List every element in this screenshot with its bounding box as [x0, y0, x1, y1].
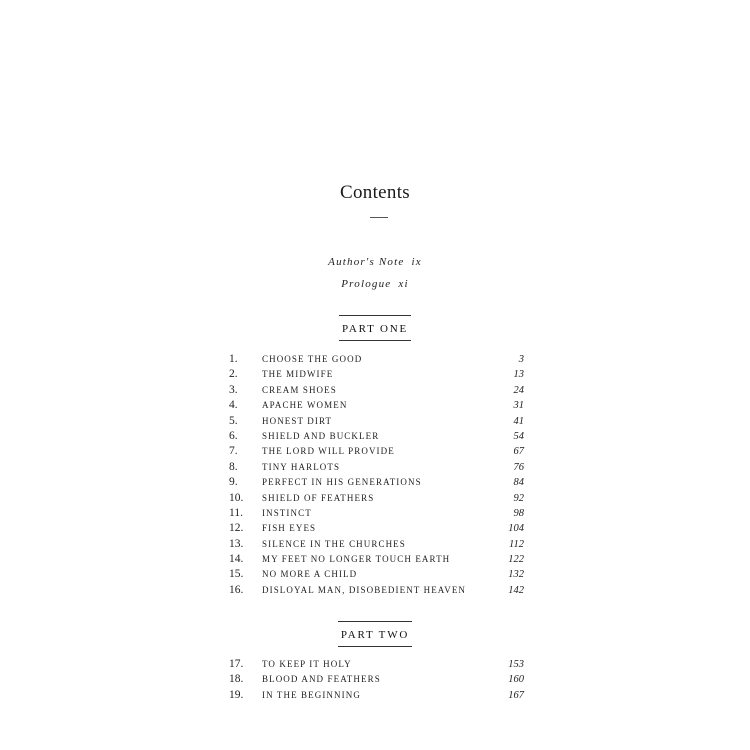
chapter-number: 6. [229, 429, 238, 442]
chapter-page: 112 [509, 538, 524, 550]
chapter-page: 3 [518, 354, 524, 365]
part-two-heading [0, 621, 750, 647]
chapter-number: 15. [229, 568, 244, 581]
front-matter-label: Author's Note [328, 256, 405, 268]
front-matter-page: ix [411, 256, 422, 268]
chapter-number: 19. [229, 688, 244, 701]
chapter-row[interactable] [229, 491, 524, 506]
chapter-page: 54 [513, 430, 524, 442]
chapter-number: 8. [229, 460, 238, 473]
chapter-number: 14. [229, 553, 244, 566]
chapter-title: THE MIDWIFE [262, 369, 334, 380]
chapter-row[interactable] [229, 475, 524, 490]
chapter-title: INSTINCT [262, 507, 312, 518]
chapter-number: 16. [229, 583, 244, 596]
chapter-row[interactable] [229, 552, 524, 567]
chapter-number: 13. [229, 537, 244, 550]
chapter-number: 1. [229, 353, 238, 365]
chapter-number: 11. [229, 506, 243, 519]
chapter-title: CHOOSE THE GOOD [262, 354, 363, 364]
part-one-heading [0, 315, 750, 341]
chapter-title: TINY HARLOTS [262, 461, 341, 472]
front-matter-label: Prologue [341, 278, 392, 290]
chapter-row[interactable] [229, 537, 524, 552]
chapter-row[interactable] [229, 688, 524, 703]
chapter-page: 122 [508, 554, 524, 566]
chapter-page: 31 [513, 400, 524, 412]
chapter-page: 167 [508, 689, 524, 701]
chapter-row[interactable] [229, 367, 524, 382]
part-one-chapter-list [229, 352, 524, 598]
chapter-number: 7. [229, 445, 238, 458]
chapter-page: 92 [513, 492, 524, 504]
chapter-page: 13 [513, 369, 524, 381]
chapter-number: 4. [229, 399, 238, 412]
chapter-page: 153 [508, 659, 524, 670]
chapter-row[interactable] [229, 567, 524, 582]
chapter-page: 24 [513, 384, 524, 396]
chapter-row[interactable] [229, 583, 524, 598]
chapter-title: APACHE WOMEN [262, 400, 348, 411]
chapter-title: CREAM SHOES [262, 384, 337, 395]
chapter-title: SHIELD OF FEATHERS [262, 492, 375, 503]
front-matter-prologue[interactable] [0, 278, 750, 290]
chapter-number: 17. [229, 658, 244, 670]
chapter-page: 41 [513, 415, 524, 427]
chapter-row[interactable] [229, 506, 524, 521]
chapter-row[interactable] [229, 383, 524, 398]
chapter-page: 142 [508, 584, 524, 596]
chapter-number: 12. [229, 522, 244, 535]
chapter-number: 18. [229, 673, 244, 686]
chapter-number: 10. [229, 491, 244, 504]
chapter-title: IN THE BEGINNING [262, 689, 361, 700]
chapter-title: MY FEET NO LONGER TOUCH EARTH [262, 554, 451, 565]
chapter-title: NO MORE A CHILD [262, 569, 358, 580]
chapter-page: 84 [513, 477, 524, 489]
chapter-row[interactable] [229, 444, 524, 459]
chapter-number: 5. [229, 414, 238, 427]
chapter-row[interactable] [229, 352, 524, 367]
chapter-row[interactable] [229, 521, 524, 536]
chapter-page: 132 [508, 569, 524, 581]
chapter-page: 98 [513, 507, 524, 519]
chapter-title: THE LORD WILL PROVIDE [262, 446, 395, 457]
chapter-row[interactable] [229, 398, 524, 413]
chapter-number: 3. [229, 383, 238, 396]
chapter-title: TO KEEP IT HOLY [262, 659, 352, 669]
page-title: Contents [340, 182, 410, 203]
chapter-number: 9. [229, 476, 238, 489]
chapter-page: 104 [508, 523, 524, 535]
chapter-title: DISLOYAL MAN, DISOBEDIENT HEAVEN [262, 584, 467, 595]
chapter-title: FISH EYES [262, 523, 317, 534]
chapter-row[interactable] [229, 460, 524, 475]
chapter-page: 160 [508, 674, 524, 686]
chapter-title: HONEST DIRT [262, 415, 333, 426]
chapter-number: 2. [229, 368, 238, 381]
part-label: PART TWO [338, 621, 412, 647]
title-divider [370, 217, 388, 218]
chapter-page: 67 [513, 446, 524, 458]
chapter-title: PERFECT IN HIS GENERATIONS [262, 477, 422, 488]
part-label: PART ONE [339, 315, 411, 341]
chapter-page: 76 [513, 461, 524, 473]
chapter-row[interactable] [229, 657, 524, 672]
chapter-row[interactable] [229, 414, 524, 429]
chapter-row[interactable] [229, 429, 524, 444]
chapter-title: SHIELD AND BUCKLER [262, 430, 380, 441]
part-two-chapter-list [229, 657, 524, 703]
front-matter-page: xi [398, 278, 409, 290]
chapter-title: SILENCE IN THE CHURCHES [262, 538, 406, 549]
chapter-row[interactable] [229, 672, 524, 687]
front-matter-authors-note[interactable] [0, 256, 750, 268]
chapter-title: BLOOD AND FEATHERS [262, 674, 381, 685]
